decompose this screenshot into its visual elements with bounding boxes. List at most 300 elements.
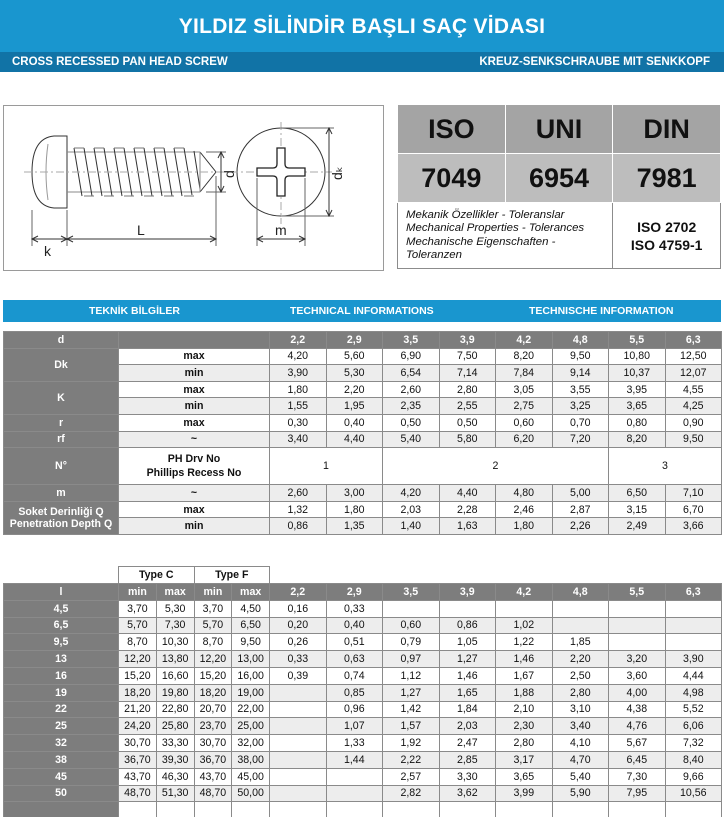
length-row-empty — [4, 802, 722, 817]
empty-cell — [270, 802, 327, 817]
type-value-cell: 25,80 — [156, 718, 194, 735]
length-value-cell: 4,44 — [665, 667, 722, 684]
phillips-label-tr: PH Drv No — [167, 453, 221, 466]
length-value-cell: 3,65 — [496, 768, 553, 785]
sub-min: min — [119, 398, 270, 415]
tech-value-cell: 1,40 — [383, 518, 440, 535]
length-value-cell: 2,47 — [439, 735, 496, 752]
tech-value-cell: 0,86 — [270, 518, 327, 535]
tech-value-cell: 0,70 — [552, 414, 609, 431]
length-value-cell — [326, 768, 383, 785]
tech-value-cell: 3,65 — [609, 398, 666, 415]
subtitle-english: CROSS RECESSED PAN HEAD SCREW — [12, 56, 228, 68]
type-value-cell: 30,70 — [119, 735, 157, 752]
tech-value-cell: 1,80 — [270, 381, 327, 398]
type-value-cell: 3,70 — [119, 600, 157, 617]
length-size: 6,3 — [665, 584, 722, 601]
type-value-cell: 3,70 — [194, 600, 232, 617]
tech-value-cell: 10,37 — [609, 365, 666, 382]
tech-header-blank — [119, 332, 270, 349]
type-c-label: Type C — [119, 567, 195, 584]
tech-value-cell: 0,30 — [270, 414, 327, 431]
length-value-cell: 0,26 — [270, 634, 327, 651]
label-m: m — [4, 485, 119, 502]
tech-value-cell: 2,87 — [552, 501, 609, 518]
length-label: 13 — [4, 651, 119, 668]
length-value-cell: 1,84 — [439, 701, 496, 718]
length-value-cell: 0,97 — [383, 651, 440, 668]
length-value-cell: 4,76 — [609, 718, 666, 735]
length-value-cell: 2,22 — [383, 751, 440, 768]
length-row — [4, 684, 722, 701]
length-value-cell: 3,99 — [496, 785, 553, 802]
length-header-l: l — [4, 584, 119, 601]
tech-value-cell: 12,07 — [665, 365, 722, 382]
length-value-cell: 1,92 — [383, 735, 440, 752]
tech-value-cell: 3,90 — [270, 365, 327, 382]
length-row — [4, 751, 722, 768]
length-value-cell — [665, 600, 722, 617]
length-value-cell: 3,30 — [439, 768, 496, 785]
length-label: 32 — [4, 735, 119, 752]
tech-info-en: TECHNICAL INFORMATIONS — [290, 305, 434, 317]
depth-label-en: Penetration Depth Q — [9, 517, 113, 530]
tech-value-cell: 4,40 — [326, 431, 383, 448]
tech-value-cell: 1,95 — [326, 398, 383, 415]
length-row — [4, 634, 722, 651]
length-value-cell: 0,20 — [270, 617, 327, 634]
properties-label-en: Mechanical Properties - Tolerances — [406, 222, 585, 234]
label-d: d — [221, 170, 237, 178]
length-table — [3, 566, 722, 817]
tech-value-cell: 7,84 — [496, 365, 553, 382]
tech-value-cell: 3,40 — [270, 431, 327, 448]
length-value-cell — [609, 634, 666, 651]
tech-value-cell: 5,60 — [326, 348, 383, 365]
empty-cell — [439, 802, 496, 817]
type-value-cell: 33,30 — [156, 735, 194, 752]
type-value-cell: 24,20 — [119, 718, 157, 735]
type-value-cell: 12,20 — [119, 651, 157, 668]
tech-value-cell: 8,20 — [496, 348, 553, 365]
tech-value-cell: 2,49 — [609, 518, 666, 535]
length-size: 4,8 — [552, 584, 609, 601]
tech-value-cell: 2,28 — [439, 501, 496, 518]
length-label: 45 — [4, 768, 119, 785]
length-value-cell — [665, 634, 722, 651]
tech-value-cell: 2,75 — [496, 398, 553, 415]
type-value-cell: 46,30 — [156, 768, 194, 785]
length-value-cell: 0,74 — [326, 667, 383, 684]
row-dk-max — [4, 348, 722, 365]
tech-value-cell: 7,14 — [439, 365, 496, 382]
empty-cell — [665, 802, 722, 817]
std-number-iso: 7049 — [398, 154, 506, 203]
type-value-cell: 8,70 — [119, 634, 157, 651]
empty-cell — [326, 802, 383, 817]
length-value-cell: 2,82 — [383, 785, 440, 802]
tech-size: 4,2 — [496, 332, 553, 349]
std-number-uni: 6954 — [505, 154, 613, 203]
length-value-cell: 0,86 — [439, 617, 496, 634]
label-L: L — [137, 222, 145, 238]
tech-value-cell: 7,20 — [552, 431, 609, 448]
type-value-cell: 18,20 — [194, 684, 232, 701]
tech-value-cell: 5,30 — [326, 365, 383, 382]
length-value-cell — [270, 718, 327, 735]
subtitle-german: KREUZ-SENKSCHRAUBE MIT SENKKOPF — [479, 56, 710, 68]
length-value-cell: 2,50 — [552, 667, 609, 684]
length-row — [4, 600, 722, 617]
length-value-cell: 0,96 — [326, 701, 383, 718]
tech-value-cell: 10,80 — [609, 348, 666, 365]
tech-value-cell: 0,40 — [326, 414, 383, 431]
tech-value-cell: 6,50 — [609, 485, 666, 502]
tech-value-cell: 4,20 — [383, 485, 440, 502]
length-value-cell: 1,46 — [496, 651, 553, 668]
length-value-cell: 3,60 — [609, 667, 666, 684]
phillips-no-1: 1 — [270, 448, 383, 485]
type-value-cell: 16,00 — [232, 667, 270, 684]
tech-value-cell: 1,80 — [326, 501, 383, 518]
sub-dash: ~ — [119, 485, 270, 502]
length-value-cell: 1,44 — [326, 751, 383, 768]
sub-max: max — [119, 348, 270, 365]
row-phillips-no — [4, 448, 722, 485]
length-size: 3,5 — [383, 584, 440, 601]
length-value-cell: 2,20 — [552, 651, 609, 668]
properties-label-de: Mechanische Eigenschaften - Toleranzen — [406, 235, 556, 261]
label-k: k — [44, 243, 51, 259]
length-value-cell: 0,40 — [326, 617, 383, 634]
length-value-cell: 1,02 — [496, 617, 553, 634]
tech-value-cell: 1,80 — [496, 518, 553, 535]
tech-value-cell: 6,90 — [383, 348, 440, 365]
length-row — [4, 735, 722, 752]
type-value-cell: 10,30 — [156, 634, 194, 651]
tech-value-cell: 9,50 — [665, 431, 722, 448]
tech-value-cell: 4,20 — [270, 348, 327, 365]
label-k: K — [4, 381, 119, 414]
length-row — [4, 785, 722, 802]
tech-value-cell: 5,40 — [383, 431, 440, 448]
type-value-cell: 22,80 — [156, 701, 194, 718]
blank-cell — [4, 567, 119, 584]
length-value-cell — [609, 617, 666, 634]
length-value-cell: 3,17 — [496, 751, 553, 768]
length-value-cell: 1,67 — [496, 667, 553, 684]
tech-value-cell: 3,00 — [326, 485, 383, 502]
tech-size: 2,2 — [270, 332, 327, 349]
tech-value-cell: 6,70 — [665, 501, 722, 518]
empty-cell — [194, 802, 232, 817]
tech-value-cell: 2,03 — [383, 501, 440, 518]
length-value-cell: 7,30 — [609, 768, 666, 785]
length-value-cell: 2,80 — [552, 684, 609, 701]
length-value-cell: 4,10 — [552, 735, 609, 752]
length-value-cell — [609, 600, 666, 617]
length-value-cell: 4,70 — [552, 751, 609, 768]
length-row — [4, 718, 722, 735]
row-rf — [4, 431, 722, 448]
length-value-cell: 6,06 — [665, 718, 722, 735]
label-no: N° — [4, 448, 119, 485]
length-label: 9,5 — [4, 634, 119, 651]
tech-value-cell: 2,20 — [326, 381, 383, 398]
length-value-cell: 5,67 — [609, 735, 666, 752]
length-value-cell: 8,40 — [665, 751, 722, 768]
phillips-no-3: 3 — [609, 448, 722, 485]
length-value-cell: 0,51 — [326, 634, 383, 651]
screw-drawing — [3, 105, 384, 271]
length-value-cell: 1,57 — [383, 718, 440, 735]
length-value-cell — [270, 701, 327, 718]
tech-value-cell: 1,55 — [270, 398, 327, 415]
tech-value-cell: 4,55 — [665, 381, 722, 398]
type-value-cell: 39,30 — [156, 751, 194, 768]
length-value-cell: 7,95 — [609, 785, 666, 802]
type-value-cell: 25,00 — [232, 718, 270, 735]
length-label: 6,5 — [4, 617, 119, 634]
tech-value-cell: 1,63 — [439, 518, 496, 535]
length-value-cell: 1,65 — [439, 684, 496, 701]
length-value-cell: 0,85 — [326, 684, 383, 701]
tech-value-cell: 1,35 — [326, 518, 383, 535]
type-value-cell: 7,30 — [156, 617, 194, 634]
length-size: 5,5 — [609, 584, 666, 601]
tech-value-cell: 2,60 — [383, 381, 440, 398]
length-row — [4, 617, 722, 634]
sub-max: max — [119, 414, 270, 431]
empty-cell — [496, 802, 553, 817]
length-value-cell: 1,88 — [496, 684, 553, 701]
tech-value-cell: 0,50 — [439, 414, 496, 431]
tech-size: 3,5 — [383, 332, 440, 349]
type-value-cell: 43,70 — [194, 768, 232, 785]
length-value-cell: 2,03 — [439, 718, 496, 735]
length-value-cell: 1,27 — [383, 684, 440, 701]
empty-cell — [383, 802, 440, 817]
tech-value-cell: 3,55 — [552, 381, 609, 398]
tech-value-cell: 8,20 — [609, 431, 666, 448]
technical-table — [3, 331, 722, 535]
length-value-cell: 0,60 — [383, 617, 440, 634]
type-value-cell: 45,00 — [232, 768, 270, 785]
type-f-max: max — [232, 584, 270, 601]
blank-cell — [270, 567, 722, 584]
label-rf: rf — [4, 431, 119, 448]
properties-label-tr: Mekanik Özellikler - Toleranslar — [406, 208, 565, 221]
length-value-cell — [270, 735, 327, 752]
screw-diagram — [4, 106, 383, 270]
phillips-label — [119, 448, 270, 485]
tech-value-cell: 2,80 — [439, 381, 496, 398]
length-value-cell: 1,85 — [552, 634, 609, 651]
tech-value-cell: 5,80 — [439, 431, 496, 448]
depth-label-tr: Soket Derinliği Q — [18, 505, 104, 518]
tech-size: 5,5 — [609, 332, 666, 349]
sub-max: max — [119, 381, 270, 398]
tech-value-cell: 2,26 — [552, 518, 609, 535]
length-label: 16 — [4, 667, 119, 684]
length-value-cell: 3,40 — [552, 718, 609, 735]
tech-value-cell: 3,66 — [665, 518, 722, 535]
tech-value-cell: 1,32 — [270, 501, 327, 518]
length-value-cell: 0,39 — [270, 667, 327, 684]
standards-table — [397, 104, 721, 269]
type-value-cell: 16,60 — [156, 667, 194, 684]
length-row — [4, 651, 722, 668]
length-size: 2,2 — [270, 584, 327, 601]
length-value-cell: 6,45 — [609, 751, 666, 768]
type-value-cell: 5,30 — [156, 600, 194, 617]
tech-value-cell: 9,50 — [552, 348, 609, 365]
tech-info-tr: TEKNİK BİLGİLER — [89, 305, 180, 317]
length-header-row — [4, 584, 722, 601]
tech-value-cell: 0,50 — [383, 414, 440, 431]
length-label: 50 — [4, 785, 119, 802]
tech-value-cell: 6,20 — [496, 431, 553, 448]
length-label: 38 — [4, 751, 119, 768]
row-q-max — [4, 501, 722, 518]
tech-size: 4,8 — [552, 332, 609, 349]
length-value-cell: 3,90 — [665, 651, 722, 668]
type-value-cell: 15,20 — [194, 667, 232, 684]
tech-value-cell: 3,95 — [609, 381, 666, 398]
length-value-cell: 1,07 — [326, 718, 383, 735]
tech-value-cell: 6,54 — [383, 365, 440, 382]
phillips-no-2: 2 — [383, 448, 609, 485]
length-label: 4,5 — [4, 600, 119, 617]
tech-size: 2,9 — [326, 332, 383, 349]
type-value-cell: 32,00 — [232, 735, 270, 752]
tech-value-cell: 2,55 — [439, 398, 496, 415]
length-size: 3,9 — [439, 584, 496, 601]
empty-cell — [119, 802, 157, 817]
page-title: YILDIZ SİLİNDİR BAŞLI SAÇ VİDASI — [0, 0, 724, 52]
type-value-cell: 4,50 — [232, 600, 270, 617]
type-value-cell: 50,00 — [232, 785, 270, 802]
length-value-cell: 4,38 — [609, 701, 666, 718]
tech-value-cell: 7,50 — [439, 348, 496, 365]
label-m: m — [275, 222, 287, 238]
length-value-cell: 1,22 — [496, 634, 553, 651]
type-value-cell: 18,20 — [119, 684, 157, 701]
std-header-iso: ISO — [398, 105, 506, 154]
tech-value-cell: 4,25 — [665, 398, 722, 415]
tech-value-cell: 4,80 — [496, 485, 553, 502]
length-label: 25 — [4, 718, 119, 735]
type-c-max: max — [156, 584, 194, 601]
tech-size: 3,9 — [439, 332, 496, 349]
length-value-cell: 2,57 — [383, 768, 440, 785]
phillips-label-en: Phillips Recess No — [146, 467, 242, 480]
length-value-cell — [552, 617, 609, 634]
sub-max: max — [119, 501, 270, 518]
label-r: r — [4, 414, 119, 431]
tech-value-cell: 2,35 — [383, 398, 440, 415]
tech-value-cell: 0,60 — [496, 414, 553, 431]
type-value-cell: 19,00 — [232, 684, 270, 701]
length-label: 22 — [4, 701, 119, 718]
empty-cell — [232, 802, 270, 817]
type-value-cell: 36,70 — [119, 751, 157, 768]
tech-value-cell: 0,90 — [665, 414, 722, 431]
type-value-cell: 43,70 — [119, 768, 157, 785]
type-f-label: Type F — [194, 567, 270, 584]
type-value-cell: 48,70 — [119, 785, 157, 802]
empty-cell — [552, 802, 609, 817]
label-dk: dₖ — [329, 166, 345, 180]
tech-value-cell: 9,14 — [552, 365, 609, 382]
length-value-cell: 1,46 — [439, 667, 496, 684]
tech-value-cell: 0,80 — [609, 414, 666, 431]
length-value-cell: 2,10 — [496, 701, 553, 718]
type-caption-row — [4, 567, 722, 584]
length-value-cell — [383, 600, 440, 617]
type-value-cell: 15,20 — [119, 667, 157, 684]
length-value-cell: 1,05 — [439, 634, 496, 651]
type-value-cell: 36,70 — [194, 751, 232, 768]
length-value-cell: 1,27 — [439, 651, 496, 668]
type-value-cell: 5,70 — [194, 617, 232, 634]
tech-size: 6,3 — [665, 332, 722, 349]
type-value-cell: 13,80 — [156, 651, 194, 668]
length-value-cell: 0,63 — [326, 651, 383, 668]
std-header-din: DIN — [613, 105, 721, 154]
length-value-cell: 1,42 — [383, 701, 440, 718]
tech-info-de: TECHNISCHE INFORMATION — [529, 305, 674, 317]
length-value-cell: 2,85 — [439, 751, 496, 768]
row-k-max — [4, 381, 722, 398]
type-c-min: min — [119, 584, 157, 601]
properties-label — [398, 203, 613, 269]
properties-value-1: ISO 2702 — [637, 218, 697, 235]
length-value-cell: 9,66 — [665, 768, 722, 785]
length-value-cell: 4,98 — [665, 684, 722, 701]
tech-value-cell: 3,25 — [552, 398, 609, 415]
tech-value-cell: 2,46 — [496, 501, 553, 518]
type-value-cell: 38,00 — [232, 751, 270, 768]
sub-min: min — [119, 365, 270, 382]
subtitle-bar — [0, 52, 724, 72]
empty-cell — [4, 802, 119, 817]
type-value-cell: 19,80 — [156, 684, 194, 701]
length-value-cell — [439, 600, 496, 617]
std-number-din: 7981 — [613, 154, 721, 203]
empty-cell — [156, 802, 194, 817]
type-value-cell: 6,50 — [232, 617, 270, 634]
length-value-cell: 4,00 — [609, 684, 666, 701]
type-value-cell: 12,20 — [194, 651, 232, 668]
length-value-cell — [270, 751, 327, 768]
empty-cell — [609, 802, 666, 817]
length-value-cell — [496, 600, 553, 617]
tech-value-cell: 12,50 — [665, 348, 722, 365]
tech-value-cell: 3,15 — [609, 501, 666, 518]
type-value-cell: 5,70 — [119, 617, 157, 634]
length-value-cell: 0,33 — [270, 651, 327, 668]
type-value-cell: 22,00 — [232, 701, 270, 718]
length-value-cell: 0,33 — [326, 600, 383, 617]
length-size: 2,9 — [326, 584, 383, 601]
sub-dash: ~ — [119, 431, 270, 448]
type-value-cell: 21,20 — [119, 701, 157, 718]
type-value-cell: 9,50 — [232, 634, 270, 651]
type-value-cell: 51,30 — [156, 785, 194, 802]
label-dk: Dk — [4, 348, 119, 381]
length-value-cell: 5,90 — [552, 785, 609, 802]
